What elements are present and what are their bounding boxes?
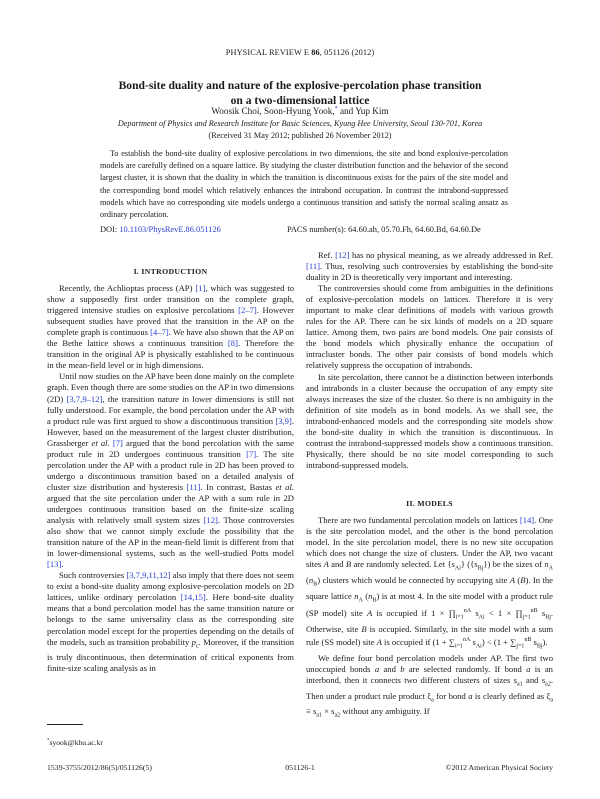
author-names-a: Woosik Choi, Soon-Hyung Yook,	[211, 106, 335, 117]
abstract: To establish the bond-site duality of explosive percolations in two dimensions, the site and bond explosive-percolation models are carefully defined on a square lattice. By studying the cluster distribution function and the behavior of the second largest cluster, it is shown that the duality in which the transition is discontinuous exists for the pairs of the site model and the corresponding bond model which relatively enhances the intrabond occupation. In contrast the intrabond-suppressed models which have no corresponding site models undergo a continuous transition and satisfy the normal scaling ansatz as ordinary percolation.	[100, 149, 508, 220]
citation-link[interactable]: [3,9]	[275, 415, 292, 426]
italic-text: a	[374, 663, 380, 674]
subscript: A	[548, 565, 553, 572]
italic-text: n	[544, 559, 549, 570]
title-line-1: Bond-site duality and nature of the explosive-percolation phase transition	[118, 79, 482, 92]
italic-text: B	[361, 624, 367, 635]
subscript: a2	[334, 713, 341, 720]
italic-text: et al.	[275, 481, 294, 492]
italic-text: B	[345, 559, 352, 570]
section-heading-models: II. MODELS	[406, 498, 453, 508]
received-dates: (Received 31 May 2012; published 26 November 2012)	[208, 131, 392, 140]
subscript: Ai	[454, 565, 461, 572]
paragraph: In site percolation, there cannot be a distinction between interbonds and intrabonds in a cluster because the occupation of any empty site always increases the size of the cluster. So there is no ambiguity in the definition of site models as in bond models. As we shall see, the intrabond-enhanced models and the corresponding site models show the bond-site duality in which the transition is discontinuous. In contrast the intrabond-suppressed models show a continuous transition. Physically, there should be no site model corresponding to such intrabond-suppressed models.	[306, 371, 553, 470]
footer-issn: 1539-3755/2012/86(5)/051126(5)	[47, 763, 152, 772]
citation-link[interactable]: [11]	[306, 261, 320, 272]
citation-link[interactable]: [8]	[227, 338, 238, 349]
subscript: a1	[316, 713, 323, 720]
intro-body	[47, 283, 294, 674]
affiliation: Department of Physics and Research Institute for Basic Sciences, Kyung Hee University, Seoul 130-701, Korea	[117, 119, 483, 128]
paragraph: The controversies should come from ambiguities in the definitions of explosive-percolation models on lattices. Therefore it is very important to make clear definitions of models with various growth rules for the AP. There can be six kinds of models on a 2D square lattice. Among them, two pairs are bond models. One pair consists of the bond models which physically enhance the occupation of intracluster bonds. The other pair consists of bond models which relatively suppress the occupation of intrabonds.	[306, 283, 553, 371]
italic-text: n	[368, 590, 373, 601]
subscript: Ai	[478, 615, 485, 622]
superscript: nA	[463, 637, 471, 644]
italic-text: n	[308, 574, 314, 585]
subscript: j=1	[516, 643, 525, 650]
doi-link[interactable]: 10.1103/PhysRevE.86.051126	[119, 225, 221, 234]
italic-text: A	[376, 637, 382, 647]
italic-text: b	[400, 663, 405, 674]
doi-line	[100, 225, 221, 234]
subscript: Bj	[477, 565, 484, 572]
subscript: Bj	[545, 615, 551, 622]
intro-continued-body	[306, 250, 553, 471]
author-email: syook@khu.ac.kr	[49, 738, 103, 747]
citation-link[interactable]: [2–7]	[238, 305, 257, 316]
citation-link[interactable]: [12]	[203, 515, 218, 526]
subscript: c	[195, 643, 199, 650]
section-heading-introduction: I. INTRODUCTION	[133, 267, 208, 276]
citation-link[interactable]: [12]	[335, 250, 350, 260]
running-header	[0, 48, 600, 57]
pacs-numbers: PACS number(s): 64.60.ah, 05.70.Fh, 64.60.Bd, 64.60.De	[287, 225, 481, 234]
author-list	[0, 106, 600, 116]
italic-text: a	[468, 690, 473, 701]
citation-link[interactable]: [11]	[186, 481, 201, 492]
subscript: B	[313, 581, 318, 588]
doi-label: DOI:	[100, 225, 120, 234]
paragraph: We define four bond percolation models under AP. The first two unoccupied bonds a and b are selected randomly. If bond a is an interbond, then it connects two different clusters of sizes $s_{a1}$ and $s_{a2}$. Then under a product rule product $\xi_a$ for bond a is clearly defined as $\xi_a \equiv s_{a1} \times s_{a2}$ without any ambiguity. If	[306, 652, 553, 720]
column-right	[306, 250, 553, 722]
subscript: B	[372, 597, 377, 604]
subscript: a1	[516, 681, 523, 688]
subscript: i=1	[454, 643, 463, 650]
superscript: nB	[530, 608, 538, 615]
footer-page-number: 051126-1	[285, 763, 315, 772]
italic-text: a	[526, 663, 531, 674]
paragraph: Such controversies [3,7,9,11,12] also imply that there does not seem to exist a bond-site duality among explosive-percolation models on 2D lattices, unlike ordinary percolation [14,15]. Here bond-site duality means that a bond percolation model has the same transition nature or belongs to the same universality class as the corresponding site percolation model except for the properties depending on the details of the models, such as transition probability $p_c$. Moreover, if the transition is truly discontinuous, then determination of critical exponents from finite-size scaling analysis as in	[47, 570, 294, 674]
italic-text: p	[191, 636, 196, 647]
italic-text: et al.	[91, 437, 110, 448]
superscript: nB	[524, 637, 532, 644]
footnote	[47, 738, 103, 747]
subscript: A	[358, 597, 363, 604]
paragraph: There are two fundamental percolation models on lattices [14]. One is the site percolation model, and the other is the bond percolation model. In the site percolation model, there is no new site occupation which does not change the size of clusters. Under the AP, two vacant sites A and B are randomly selected. Let $\{s_{Ai}\}$ $(\{s_{Bj}\})$ be the sizes of $n_A$ $(n_B)$ clusters which would be connected by occupying site A (B). In the square lattice $n_A$ $(n_B)$ is at most 4. In the site model with a product rule (SP model) site A is occupied if $1 \times \prod_{i=1}^{nA}$ $s_{Ai} < 1$ × $\prod_{j=1}^{nB}$ $s_{Bj}$. Otherwise, site B is occupied. Similarly, in the site model with a sum rule (SS model) site A is occupied if ($1 + \sum_{i=1}^{nA}$ $s_{Ai}) < (1 + \sum_{j=1}^{nB}$ $s_{Bj}$).	[306, 514, 554, 650]
citation-link[interactable]: [3,7,9,11,12]	[126, 570, 171, 581]
models-body	[306, 515, 553, 722]
subscript: a	[431, 697, 434, 704]
italic-text: A	[367, 608, 373, 619]
citation-link[interactable]: [13]	[47, 559, 62, 570]
paragraph: Until now studies on the AP have been done mainly on the complete graph. Even though there are some studies on the AP in two dimensions (2D) [3,7,9–12], the transition nature in lower dimensions is still not fully understood. For example, the bond percolation under the AP with a product rule was first argued to show a discontinuous transition [3,9]. However, based on the measurement of the largest cluster distribution, Grassberger et al. [7] argued that the bond percolation with the same product rule in 2D undergoes continuous transition [7]. The site percolation under the AP with a product rule in 2D has been proved to undergo a discontinuous transition based on a detailed analysis of cluster size distribution and hysteresis [11]. In contrast, Bastas et al. argued that the site percolation under the AP with a sum rule in 2D undergoes continuous transition based on the finite-size scaling analysis with relatively small system sizes [12]. Those controversies also show that we cannot simply exclude the possibility that the transition nature of the AP in the mean-field limit is different from that in lower-dimensional systems, such as the well-studied Potts model [13].	[47, 371, 295, 570]
paragraph: Ref. [12] has no physical meaning, as we already addressed in Ref. [11]. Thus, resolving such controversies by establishing the bond-site duality in 2D is theoretically very important and interesting.	[306, 250, 553, 283]
citation-link[interactable]: [4–7]	[150, 327, 169, 338]
citation-link[interactable]: [7]	[112, 437, 123, 448]
subscript: Bj	[536, 643, 543, 650]
subscript: j=1	[522, 615, 531, 622]
author-names-b: and Yup Kim	[337, 106, 389, 117]
article-number: , 051126 (2012)	[319, 48, 375, 57]
citation-link[interactable]: [1]	[195, 283, 206, 294]
footnote-divider	[47, 724, 83, 725]
superscript: nA	[463, 608, 472, 615]
journal-name: PHYSICAL REVIEW E	[225, 48, 310, 57]
subscript: i=1	[455, 615, 464, 622]
footnote-mark: *	[47, 738, 50, 744]
footer-copyright: ©2012 American Physical Society	[445, 763, 553, 772]
subscript: Ai	[475, 643, 482, 650]
paragraph: Recently, the Achlioptas process (AP) [1], which was suggested to show a supposedly first order transition on the complete graph, triggered intensive studies on explosive percolations [2–7]. However subsequent studies have proved that the transition in the AP on the complete graph is continuous [4–7]. We have also shown that the AP on the Bethe lattice shows a continuous transition [8]. Therefore the transition in the original AP is physically established to be continuous in the mean-field level or in high dimensions.	[47, 283, 295, 371]
column-left	[47, 266, 294, 674]
journal-volume: 86	[311, 48, 320, 57]
citation-link[interactable]: [14,15]	[180, 592, 206, 603]
italic-text: A	[323, 559, 329, 570]
title-line-2: on a two-dimensional lattice	[230, 94, 370, 107]
subscript: a	[550, 697, 553, 704]
citation-link[interactable]: [7]	[246, 448, 257, 459]
italic-text: B	[520, 574, 526, 585]
citation-link[interactable]: [3,7,9–12]	[66, 393, 103, 404]
subscript: a2	[545, 681, 551, 688]
italic-text: n	[354, 590, 359, 601]
citation-link[interactable]: [14]	[519, 514, 535, 525]
paper-title	[0, 78, 600, 108]
corresponding-author-link[interactable]: *	[334, 106, 338, 112]
italic-text: A	[509, 574, 515, 585]
